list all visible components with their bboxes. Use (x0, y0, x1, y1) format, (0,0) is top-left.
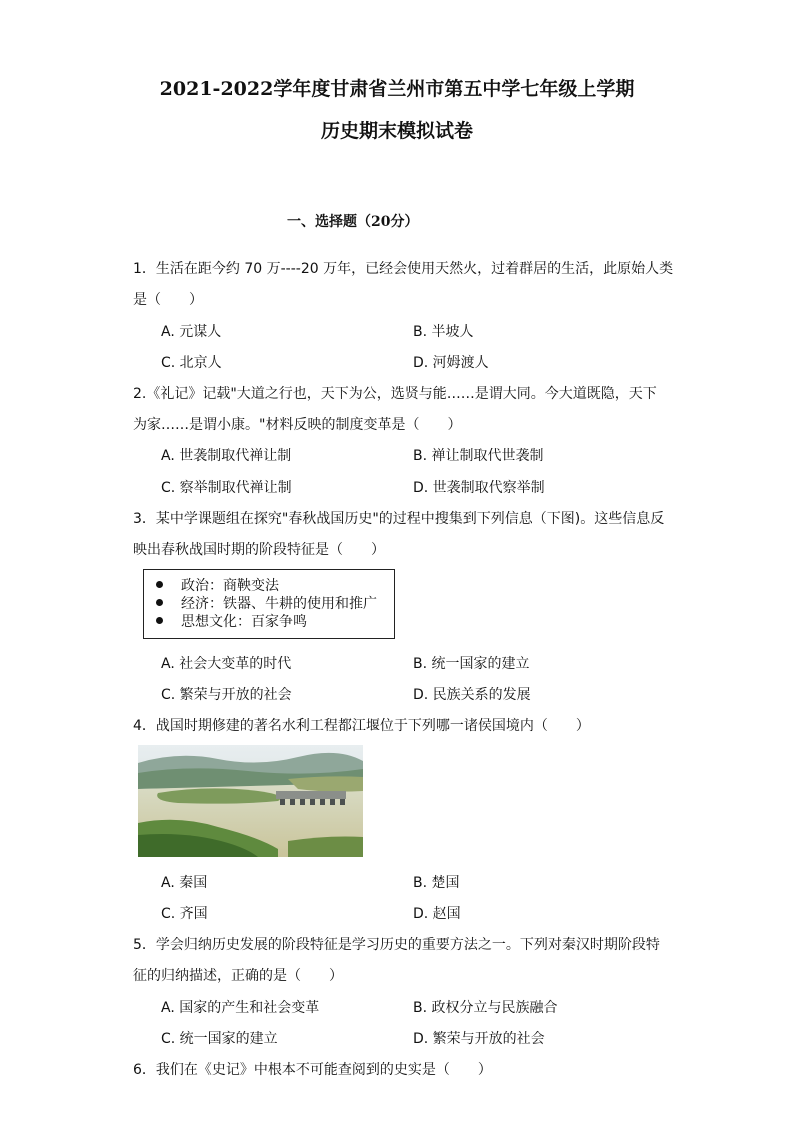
q3-option-a[interactable]: A. 社会大变革的时代 (161, 656, 292, 672)
q5-option-a[interactable]: A. 国家的产生和社会变革 (161, 1000, 320, 1016)
q1-option-c[interactable]: C. 北京人 (161, 355, 222, 371)
bullet-icon (156, 617, 163, 624)
q4-option-d[interactable]: D. 赵国 (413, 906, 461, 922)
q3-info-item: 思想文化：百家争鸣 (156, 611, 307, 631)
paper-title-line1: 2021-2022学年度甘肃省兰州市第五中学七年级上学期 (159, 78, 635, 100)
q5-option-c[interactable]: C. 统一国家的建立 (161, 1031, 278, 1047)
q5-stem-line1: 5．学会归纳历史发展的阶段特征是学习历史的重要方法之一。下列对秦汉时期阶段特 (133, 937, 660, 953)
q3-option-d[interactable]: D. 民族关系的发展 (413, 687, 531, 703)
q1-option-d[interactable]: D. 河姆渡人 (413, 355, 489, 371)
section-heading: 一、选择题（20分） (287, 214, 419, 230)
q2-option-c[interactable]: C. 察举制取代禅让制 (161, 480, 292, 496)
q2-option-a[interactable]: A. 世袭制取代禅让制 (161, 448, 292, 464)
q2-option-d[interactable]: D. 世袭制取代察举制 (413, 480, 545, 496)
paper-title-line2: 历史期末模拟试卷 (320, 120, 473, 142)
q4-option-c[interactable]: C. 齐国 (161, 906, 208, 922)
q6-stem-line1: 6．我们在《史记》中根本不可能查阅到的史实是（ ） (133, 1062, 492, 1078)
q3-info-item: 经济：铁器、牛耕的使用和推广 (156, 593, 377, 613)
q3-option-c[interactable]: C. 繁荣与开放的社会 (161, 687, 292, 703)
q1-option-b[interactable]: B. 半坡人 (413, 324, 474, 340)
q3-option-b[interactable]: B. 统一国家的建立 (413, 656, 530, 672)
q3-info-box (143, 569, 395, 639)
q5-option-b[interactable]: B. 政权分立与民族融合 (413, 1000, 558, 1016)
q2-stem-line1: 2.《礼记》记载"大道之行也，天下为公，选贤与能……是谓大同。今大道既隐，天下 (133, 386, 657, 402)
q4-stem-line1: 4．战国时期修建的著名水利工程都江堰位于下列哪一诸侯国境内（ ） (133, 718, 590, 734)
q3-stem-line1: 3．某中学课题组在探究"春秋战国历史"的过程中搜集到下列信息（下图)。这些信息反 (133, 511, 665, 527)
q4-option-a[interactable]: A. 秦国 (161, 875, 208, 891)
bullet-icon (156, 581, 163, 588)
q5-option-d[interactable]: D. 繁荣与开放的社会 (413, 1031, 545, 1047)
q1-stem-line1: 1．生活在距今约 70 万----20 万年，已经会使用天然火，过着群居的生活，此原始人类 (133, 261, 674, 277)
q4-option-b[interactable]: B. 楚国 (413, 875, 460, 891)
q2-option-b[interactable]: B. 禅让制取代世袭制 (413, 448, 544, 464)
q1-option-a[interactable]: A. 元谋人 (161, 324, 222, 340)
q3-stem-line2: 映出春秋战国时期的阶段特征是（ ） (133, 542, 385, 558)
q2-stem-line2: 为家……是谓小康。"材料反映的制度变革是（ ） (133, 417, 462, 433)
q1-stem-line2: 是（ ） (133, 292, 203, 308)
dujiangyan-photo (138, 745, 363, 857)
q5-stem-line2: 征的归纳描述，正确的是（ ） (133, 968, 343, 984)
q3-info-item: 政治：商鞅变法 (156, 575, 279, 595)
bullet-icon (156, 599, 163, 606)
